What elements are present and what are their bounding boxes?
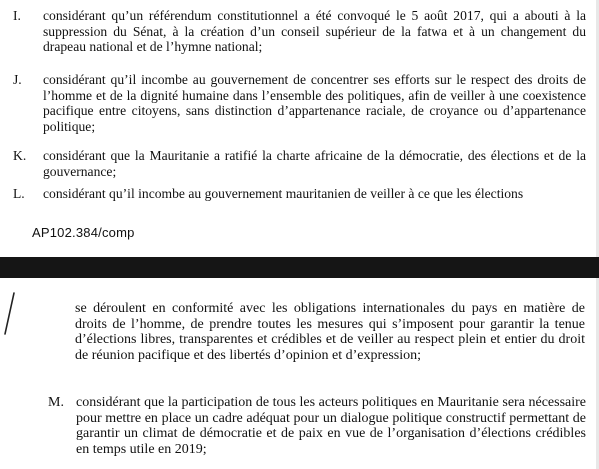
clause-label: L. (13, 186, 25, 201)
document-reference: AP102.384/comp (32, 225, 135, 240)
clause-text: considérant qu’un référendum constitutionnel a été convoqué le 5 août 2017, qui a abouti à la suppression du Sénat, à la création d’un conseil supérieur de la fatwa et à un changement du drapeau national et de l’hymne national; (43, 8, 586, 54)
clause-label: M. (48, 395, 64, 410)
clause-text: considérant que la Mauritanie a ratifié la charte africaine de la démocratie, des élections et de la gouvernance; (43, 148, 586, 179)
clause-label: K. (13, 148, 27, 163)
clause-text: considérant que la participation de tous les acteurs politiques en Mauritanie sera nécessaire pour mettre en place un cadre adéquat pour un dialogue politique constructif permettant de garantir un climat de démocratie et de paix en vue de l’organisation d’élections crédibles en temps utile en 2019; (76, 395, 586, 457)
margin-pen-mark-icon (3, 292, 17, 336)
clause-text: considérant qu’il incombe au gouvernement mauritanien de veiller à ce que les élections (43, 186, 524, 201)
page-break-divider (0, 257, 599, 278)
clause-label: I. (13, 8, 21, 23)
document-page-bottom (0, 278, 599, 469)
clause-text: considérant qu’il incombe au gouvernement de concentrer ses efforts sur le respect des droits de l’homme et de la dignité humaine dans l’ensemble des politiques, afin de veiller à une coexistence pacifique entre citoyens, sans distinction d’appartenance raciale, de croyance ou d’appartenance politique; (43, 72, 586, 134)
clause-label: J. (13, 72, 22, 87)
clause-l-continuation: se déroulent en conformité avec les obligations internationales du pays en matière de droits de l’homme, de prendre toutes les mesures qui s’imposent pour garantir la tenue d’élections libres, transparentes et crédibles et de veiller au respect plein et entier du droit de réunion pacifique et des libertés d’opinion et d’expression; (75, 301, 585, 363)
